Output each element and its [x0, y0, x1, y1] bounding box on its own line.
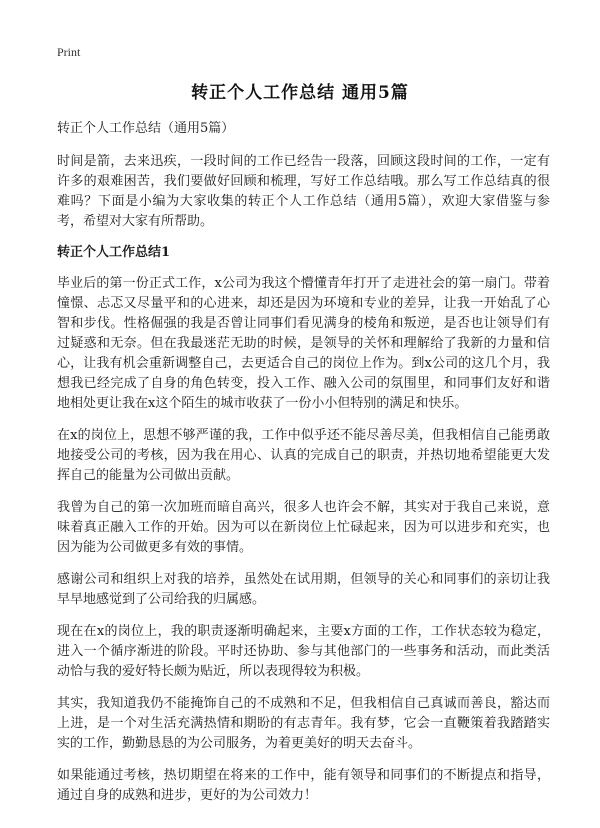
- document-subtitle: 转正个人工作总结（通用5篇）: [57, 121, 235, 136]
- print-label: Print: [57, 45, 81, 59]
- document-body: [57, 120, 550, 818]
- body-paragraph: 毕业后的第一份正式工作，x公司为我这个懵懂青年打开了走进社会的第一扇门。带着憧憬、忐忑又尽量平和的心进来，却还是因为环境和专业的差异，让我一开始乱了心智和步伐。性格倔强的我是否曾让同事们看见满身的棱角和叛逆，是否也让领导们有过疑惑和无奈。但在我最迷茫无助的时候，是领导的关怀和理解给了我新的力量和信心，让我有机会重新调整自己，去更适合自己的岗位上作为。到x公司的这几个月，我想我已经完成了自身的角色转变，投入工作、融入公司的氛围里，和同事们友好和谐地相处更让我在x这个陌生的城市收获了一份小小但特别的满足和快乐。: [57, 276, 550, 411]
- body-paragraph: 在x的岗位上，思想不够严谨的我，工作中似乎还不能尽善尽美，但我相信自己能勇敢地接受公司的考核，因为我在用心、认真的完成自己的职责，并热切地希望能更大发挥自己的能量为公司做出贡献。: [57, 428, 550, 483]
- body-paragraph: 如果能通过考核，热切期望在将来的工作中，能有领导和同事们的不断提点和指导，通过自身的成熟和进步，更好的为公司效力！: [57, 768, 550, 803]
- body-paragraph: 现在在x的岗位上，我的职责逐渐明确起来，主要x方面的工作，工作状态较为稳定，进入一个循序渐进的阶段。平时还协助、参与其他部门的一些事务和活动，而此类活动恰与我的爱好特长颇为贴近，所以表现得较为积极。: [57, 624, 550, 679]
- body-paragraph: 其实，我知道我仍不能掩饰自己的不成熟和不足，但我相信自己真诚而善良，豁达而上进，是一个对生活充满热情和期盼的有志青年。我有梦，它会一直鞭策着我踏踏实实的工作，勤勤恳恳的为公司服务，为着更美好的明天去奋斗。: [57, 696, 550, 751]
- page-title: 转正个人工作总结 通用5篇: [191, 83, 409, 103]
- body-paragraph: 我曾为自己的第一次加班而暗自高兴，很多人也许会不解，其实对于我自己来说，意味着真正融入工作的开始。因为可以在新岗位上忙碌起来，因为可以进步和充实，也因为能为公司做更多有效的事情。: [57, 500, 550, 555]
- body-paragraph: 感谢公司和组织上对我的培养，虽然处在试用期，但领导的关心和同事们的亲切让我早早地感觉到了公司给我的归属感。: [57, 572, 550, 607]
- intro-paragraph: 时间是箭，去来迅疾，一段时间的工作已经告一段落，回顾这段时间的工作，一定有许多的艰难困苦，我们要做好回顾和梳理，写好工作总结哦。那么写工作总结真的很难吗？下面是小编为大家收集的转正个人工作总结（通用5篇），欢迎大家借鉴与参考，希望对大家有所帮助。: [57, 154, 550, 229]
- section-heading: 转正个人工作总结1: [57, 245, 171, 260]
